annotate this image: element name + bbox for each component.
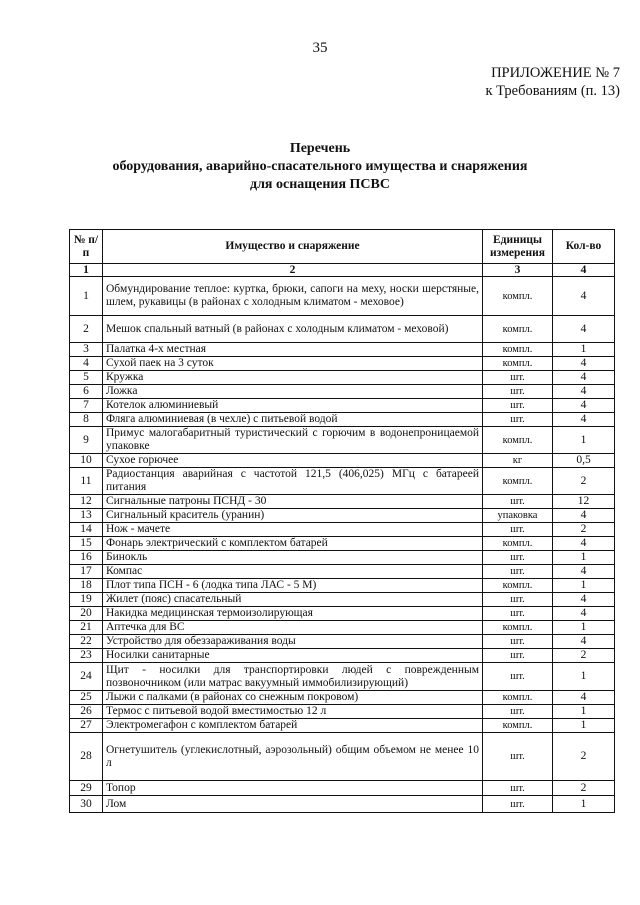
- item-name: Сигнальный краситель (уранин): [103, 509, 483, 523]
- item-quantity: 1: [553, 343, 615, 357]
- table-row: [70, 468, 615, 495]
- table-index-row: [70, 264, 615, 277]
- row-number: 21: [70, 621, 103, 635]
- item-quantity: 4: [553, 316, 615, 343]
- item-quantity: 4: [553, 277, 615, 316]
- item-unit: компл.: [483, 357, 553, 371]
- item-unit: компл.: [483, 277, 553, 316]
- table-row: [70, 663, 615, 691]
- row-number: 2: [70, 316, 103, 343]
- index-col-2: 2: [103, 264, 483, 277]
- item-quantity: 1: [553, 621, 615, 635]
- item-quantity: 4: [553, 691, 615, 705]
- table-row: [70, 357, 615, 371]
- row-number: 1: [70, 277, 103, 316]
- row-number: 27: [70, 719, 103, 733]
- table-row: [70, 277, 615, 316]
- item-name: Носилки санитарные: [103, 649, 483, 663]
- item-name: Устройство для обеззараживания воды: [103, 635, 483, 649]
- header-qty: Кол-во: [553, 230, 615, 264]
- row-number: 10: [70, 454, 103, 468]
- item-unit: шт.: [483, 523, 553, 537]
- item-unit: шт.: [483, 705, 553, 719]
- item-unit: компл.: [483, 468, 553, 495]
- table-row: [70, 621, 615, 635]
- item-quantity: 0,5: [553, 454, 615, 468]
- row-number: 20: [70, 607, 103, 621]
- title-line-2: оборудования, аварийно-спасательного имущества и снаряжения: [112, 159, 528, 174]
- index-col-4: 4: [553, 264, 615, 277]
- header-unit: Единицы измерения: [483, 230, 553, 264]
- item-name: Фляга алюминиевая (в чехле) с питьевой водой: [103, 413, 483, 427]
- item-name: Жилет (пояс) спасательный: [103, 593, 483, 607]
- table-row: [70, 343, 615, 357]
- item-unit: шт.: [483, 551, 553, 565]
- row-number: 14: [70, 523, 103, 537]
- row-number: 24: [70, 663, 103, 691]
- item-quantity: 4: [553, 385, 615, 399]
- item-quantity: 2: [553, 733, 615, 781]
- item-quantity: 12: [553, 495, 615, 509]
- item-name: Радиостанция аварийная с частотой 121,5 (406,025) МГц с батареей питания: [103, 468, 483, 495]
- item-name: Компас: [103, 565, 483, 579]
- item-unit: шт.: [483, 607, 553, 621]
- row-number: 8: [70, 413, 103, 427]
- item-name: Бинокль: [103, 551, 483, 565]
- document-title: [0, 140, 640, 194]
- item-unit: шт.: [483, 649, 553, 663]
- title-line-3: для оснащения ПСВС: [250, 177, 390, 192]
- item-name: Сигнальные патроны ПСНД - 30: [103, 495, 483, 509]
- item-unit: компл.: [483, 621, 553, 635]
- appendix-requirements-ref: к Требованиям (п. 13): [485, 83, 620, 99]
- item-unit: шт.: [483, 733, 553, 781]
- table-header-row: [70, 230, 615, 264]
- item-name: Топор: [103, 781, 483, 796]
- row-number: 25: [70, 691, 103, 705]
- appendix-reference: [485, 64, 620, 100]
- item-name: Ложка: [103, 385, 483, 399]
- row-number: 6: [70, 385, 103, 399]
- row-number: 9: [70, 427, 103, 454]
- row-number: 18: [70, 579, 103, 593]
- item-unit: шт.: [483, 399, 553, 413]
- row-number: 13: [70, 509, 103, 523]
- table-row: [70, 551, 615, 565]
- item-name: Фонарь электрический с комплектом батарей: [103, 537, 483, 551]
- row-number: 12: [70, 495, 103, 509]
- table-row: [70, 523, 615, 537]
- table-row: [70, 691, 615, 705]
- table-row: [70, 509, 615, 523]
- table-row: [70, 649, 615, 663]
- item-name: Котелок алюминиевый: [103, 399, 483, 413]
- row-number: 5: [70, 371, 103, 385]
- item-name: Термос с питьевой водой вместимостью 12 л: [103, 705, 483, 719]
- row-number: 4: [70, 357, 103, 371]
- item-quantity: 4: [553, 565, 615, 579]
- item-name: Аптечка для ВС: [103, 621, 483, 635]
- table-row: [70, 733, 615, 781]
- item-name: Сухое горючее: [103, 454, 483, 468]
- table-row: [70, 385, 615, 399]
- item-name: Щит - носилки для транспортировки людей с поврежденным позвоночником (или матрас вакуумный иммобилизирующий): [103, 663, 483, 691]
- item-unit: компл.: [483, 343, 553, 357]
- item-quantity: 2: [553, 523, 615, 537]
- header-num: № п/п: [70, 230, 103, 264]
- item-unit: упаковка: [483, 509, 553, 523]
- table-row: [70, 781, 615, 796]
- item-quantity: 1: [553, 579, 615, 593]
- item-quantity: 4: [553, 509, 615, 523]
- table-row: [70, 316, 615, 343]
- appendix-number: ПРИЛОЖЕНИЕ № 7: [491, 65, 620, 81]
- item-quantity: 4: [553, 607, 615, 621]
- table-row: [70, 399, 615, 413]
- table-row: [70, 454, 615, 468]
- table-row: [70, 579, 615, 593]
- item-name: Накидка медицинская термоизолирующая: [103, 607, 483, 621]
- table-row: [70, 565, 615, 579]
- header-name: Имущество и снаряжение: [103, 230, 483, 264]
- item-unit: кг: [483, 454, 553, 468]
- table-row: [70, 537, 615, 551]
- row-number: 11: [70, 468, 103, 495]
- item-name: Электромегафон с комплектом батарей: [103, 719, 483, 733]
- item-name: Сухой паек на 3 суток: [103, 357, 483, 371]
- row-number: 30: [70, 796, 103, 813]
- item-unit: компл.: [483, 579, 553, 593]
- item-quantity: 1: [553, 427, 615, 454]
- row-number: 19: [70, 593, 103, 607]
- item-unit: шт.: [483, 413, 553, 427]
- table-row: [70, 635, 615, 649]
- item-quantity: 4: [553, 371, 615, 385]
- item-name: Примус малогабаритный туристический с горючим в водонепроницаемой упаковке: [103, 427, 483, 454]
- item-unit: шт.: [483, 565, 553, 579]
- index-col-1: 1: [70, 264, 103, 277]
- item-name: Огнетушитель (углекислотный, аэрозольный) общим объемом не менее 10 л: [103, 733, 483, 781]
- item-quantity: 1: [553, 705, 615, 719]
- item-unit: шт.: [483, 385, 553, 399]
- item-quantity: 2: [553, 468, 615, 495]
- title-line-1: Перечень: [289, 141, 351, 156]
- item-quantity: 4: [553, 537, 615, 551]
- item-quantity: 1: [553, 663, 615, 691]
- item-quantity: 1: [553, 796, 615, 813]
- item-unit: шт.: [483, 371, 553, 385]
- item-unit: компл.: [483, 719, 553, 733]
- row-number: 17: [70, 565, 103, 579]
- table-row: [70, 593, 615, 607]
- item-quantity: 4: [553, 357, 615, 371]
- row-number: 3: [70, 343, 103, 357]
- item-quantity: 2: [553, 649, 615, 663]
- table-row: [70, 495, 615, 509]
- row-number: 26: [70, 705, 103, 719]
- item-unit: шт.: [483, 593, 553, 607]
- item-unit: шт.: [483, 796, 553, 813]
- table-row: [70, 719, 615, 733]
- item-unit: шт.: [483, 495, 553, 509]
- row-number: 16: [70, 551, 103, 565]
- table-row: [70, 371, 615, 385]
- item-name: Кружка: [103, 371, 483, 385]
- item-name: Лом: [103, 796, 483, 813]
- item-unit: компл.: [483, 316, 553, 343]
- equipment-table: [69, 229, 615, 813]
- item-name: Плот типа ПСН - 6 (лодка типа ЛАС - 5 М): [103, 579, 483, 593]
- index-col-3: 3: [483, 264, 553, 277]
- row-number: 22: [70, 635, 103, 649]
- row-number: 15: [70, 537, 103, 551]
- table-row: [70, 796, 615, 813]
- row-number: 29: [70, 781, 103, 796]
- item-name: Обмундирование теплое: куртка, брюки, сапоги на меху, носки шерстяные, шлем, рукавицы (в районах с холодным климатом - меховое): [103, 277, 483, 316]
- table-row: [70, 427, 615, 454]
- table-row: [70, 705, 615, 719]
- item-quantity: 2: [553, 781, 615, 796]
- row-number: 28: [70, 733, 103, 781]
- item-unit: компл.: [483, 537, 553, 551]
- item-name: Лыжи с палками (в районах со снежным покровом): [103, 691, 483, 705]
- item-unit: шт.: [483, 635, 553, 649]
- item-quantity: 4: [553, 399, 615, 413]
- item-name: Нож - мачете: [103, 523, 483, 537]
- item-unit: шт.: [483, 781, 553, 796]
- page-number: 35: [312, 40, 328, 56]
- item-unit: компл.: [483, 427, 553, 454]
- item-quantity: 4: [553, 413, 615, 427]
- item-quantity: 4: [553, 635, 615, 649]
- item-name: Мешок спальный ватный (в районах с холодным климатом - меховой): [103, 316, 483, 343]
- item-name: Палатка 4-х местная: [103, 343, 483, 357]
- item-quantity: 4: [553, 593, 615, 607]
- row-number: 7: [70, 399, 103, 413]
- table-row: [70, 607, 615, 621]
- row-number: 23: [70, 649, 103, 663]
- table-row: [70, 413, 615, 427]
- item-quantity: 1: [553, 551, 615, 565]
- item-unit: шт.: [483, 663, 553, 691]
- item-quantity: 1: [553, 719, 615, 733]
- item-unit: компл.: [483, 691, 553, 705]
